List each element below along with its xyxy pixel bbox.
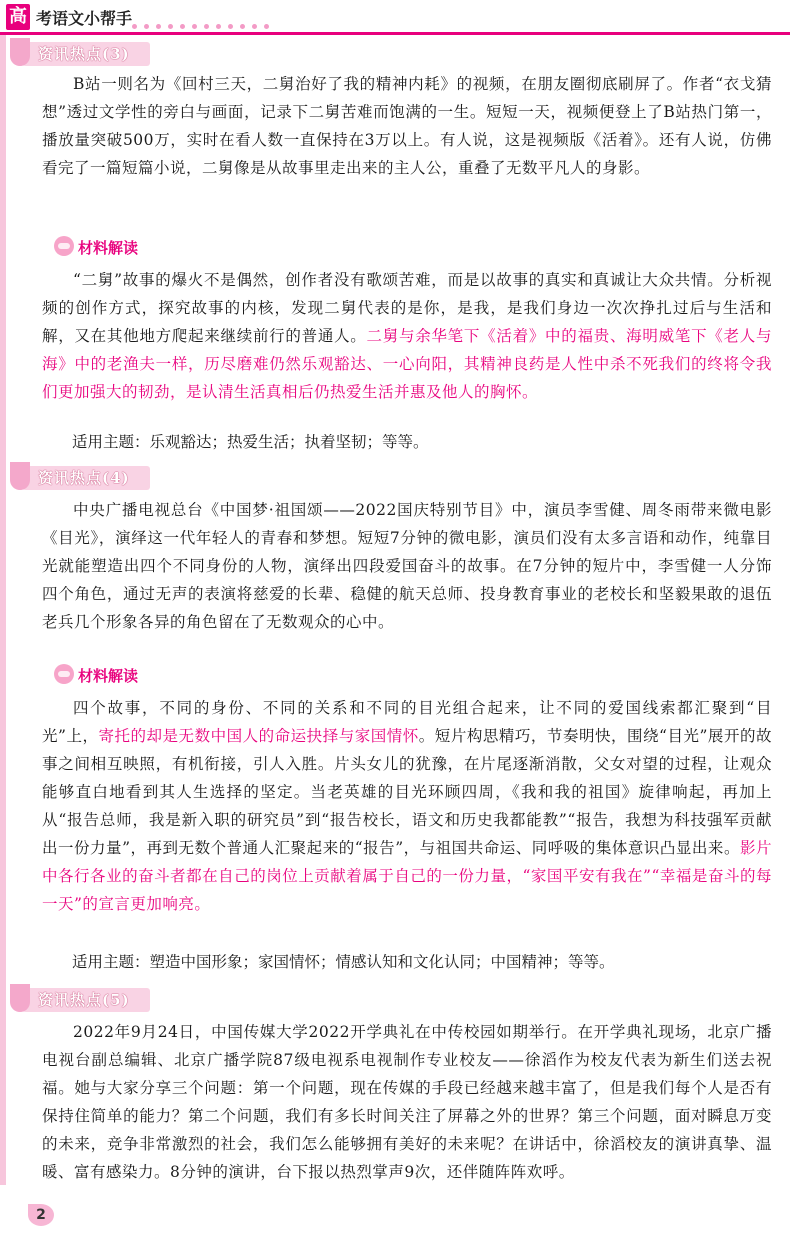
analysis-paragraph-3 bbox=[42, 266, 772, 406]
news-paragraph-5: 2022年9月24日，中国传媒大学2022开学典礼在中传校园如期举行。在开学典礼现场，北京广播电视台副总编辑、北京广播学院87级电视系电视制作专业校友——徐滔作为校友代表为新生们送去祝福。她与大家分享三个问题：第一个问题，现在传媒的手段已经越来越丰富了，但是我们每个人是否有保持住简单的能力？第二个问题，我们有多长时间关注了屏幕之外的世界？第三个问题，面对瞬息万变的未来，竞争非常激烈的社会，我们怎么能够拥有美好的未来呢？在讲话中，徐滔校友的演讲真挚、温暖、富有感染力。8分钟的演讲，台下报以热烈掌声9次，还伴随阵阵欢呼。 bbox=[42, 1023, 772, 1181]
section-heading-5 bbox=[14, 988, 150, 1012]
analysis-text: 四个故事，不同的身份、不同的关系和不同的目光组合起来，让不同的爱国线索都汇聚到“目光”上， bbox=[42, 699, 772, 745]
news-paragraph-3: B站一则名为《回村三天，二舅治好了我的精神内耗》的视频，在朋友圈彻底刷屏了。作者“衣戈猜想”透过文学性的旁白与画面，记录下二舅苦难而饱满的一生。短短一天，视频便登上了B站热门第一，播放量突破500万，实时在看人数一直保持在3万以上。有人说，这是视频版《活着》。还有人说，仿佛看完了一篇短篇小说，二舅像是从故事里走出来的主人公，重叠了无数平凡人的身影。 bbox=[42, 75, 772, 177]
analysis-highlight: 二舅与余华笔下《活着》中的福贵、海明威笔下《老人与海》中的老渔夫一样，历尽磨难仍然乐观豁达、一心向阳，其精神良药是人性中杀不死我们的终将令我们更加强大的韧劲，是认清生活真相后仍热爱生活并惠及他人的胸怀。 bbox=[42, 327, 772, 401]
section-heading-3 bbox=[14, 42, 150, 66]
analysis-highlight: 寄托的却是无数中国人的命运抉择与家国情怀 bbox=[98, 727, 419, 745]
analysis-heading-text: 材料解读 bbox=[78, 239, 139, 257]
section-heading-4 bbox=[14, 466, 150, 490]
mascot-icon bbox=[54, 236, 74, 256]
header-title: 考语文小帮手 bbox=[36, 9, 133, 28]
analysis-heading-text: 材料解读 bbox=[78, 667, 139, 685]
analysis-text: 。短片构思精巧，节奏明快，围绕“目光”展开的故事之间相互映照，有机衔接，引人入胜。片头女儿的犹豫，在片尾逐渐消散，父女对望的过程，让观众能够直白地看到其人生选择的坚定。当老英雄的目光环顾四周，《我和我的祖国》旋律响起，再加上从“报告总师，我是新入职的研究员”到“报告校长，语文和历史我都能教”“报告，我想为科技强军贡献出一份力量”，再到无数个普通人汇聚起来的“报告”，与祖国共命运、同呼吸的集体意识凸显出来。 bbox=[42, 727, 772, 857]
analysis-highlight: 影片中各行各业的奋斗者都在自己的岗位上贡献着属于自己的一份力量，“家国平安有我在”“幸福是奋斗的每一天”的宣言更加响亮。 bbox=[42, 839, 772, 913]
apply-topics-3: 适用主题：乐观豁达；热爱生活；执着坚韧；等等。 bbox=[72, 433, 429, 451]
mascot-icon bbox=[54, 664, 74, 684]
analysis-text: “二舅”故事的爆火不是偶然，创作者没有歌颂苦难，而是以故事的真实和真诚让大众共情。分析视频的创作方式，探究故事的内核，发现二舅代表的是你，是我，是我们身边一次次挣扎过后与生活和解，又在其他地方爬起来继续前行的普通人。 bbox=[42, 271, 772, 345]
bookmark-icon bbox=[10, 38, 30, 66]
apply-topics-4: 适用主题：塑造中国形象；家国情怀；情感认知和文化认同；中国精神；等等。 bbox=[72, 953, 615, 971]
page-number: 2 bbox=[28, 1204, 54, 1226]
section-heading-text: 资讯热点(4) bbox=[38, 469, 130, 487]
header-rule bbox=[0, 32, 790, 35]
bookmark-icon bbox=[10, 462, 30, 490]
section-heading-text: 资讯热点(5) bbox=[38, 991, 130, 1009]
section-heading-text: 资讯热点(3) bbox=[38, 45, 130, 63]
analysis-paragraph-4 bbox=[42, 694, 772, 918]
bookmark-icon bbox=[10, 984, 30, 1012]
news-paragraph-4: 中央广播电视总台《中国梦·祖国颂——2022国庆特别节目》中，演员李雪健、周冬雨带来微电影《目光》，演绎这一代年轻人的青春和梦想。短短7分钟的微电影，演员们没有太多言语和动作，纯靠目光就能塑造出四个不同身份的人物，演绎出四段爱国奋斗的故事。在7分钟的短片中，李雪健一人分饰四个角色，通过无声的表演将慈爱的长辈、稳健的航天总师、投身教育事业的老校长和坚毅果敢的退伍老兵几个形象各异的角色留在了无数观众的心中。 bbox=[42, 501, 772, 631]
header-badge: 高 bbox=[6, 4, 30, 30]
left-margin-rule bbox=[0, 35, 6, 1185]
page-header bbox=[0, 0, 790, 38]
header-dots-decoration bbox=[132, 14, 276, 33]
